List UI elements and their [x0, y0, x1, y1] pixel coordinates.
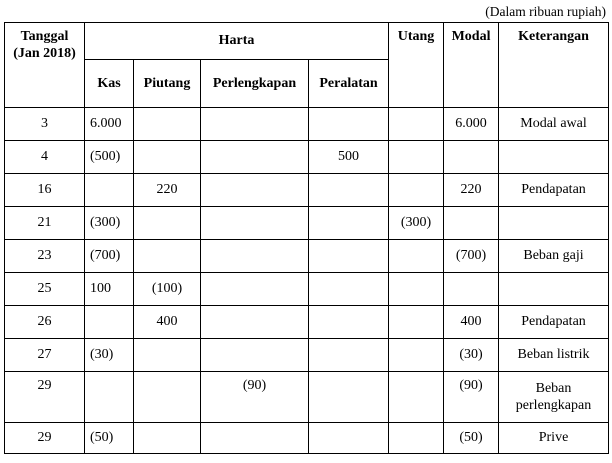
- cell-tanggal: 27: [5, 339, 85, 372]
- table-row: [5, 207, 609, 240]
- cell-piutang: 220: [134, 174, 201, 207]
- cell-peralatan: [309, 423, 389, 454]
- cell-peralatan: [309, 339, 389, 372]
- cell-piutang: [134, 207, 201, 240]
- cell-utang: (300): [389, 207, 444, 240]
- table-row: [5, 174, 609, 207]
- cell-perlengkapan: [201, 306, 309, 339]
- cell-kas: (50): [85, 423, 134, 454]
- cell-tanggal: 29: [5, 372, 85, 423]
- header-piutang: Piutang: [134, 60, 201, 108]
- cell-utang: [389, 240, 444, 273]
- cell-peralatan: [309, 273, 389, 306]
- cell-kas: 100: [85, 273, 134, 306]
- table-row: [5, 240, 609, 273]
- cell-kas: (30): [85, 339, 134, 372]
- cell-keterangan: Pendapatan: [499, 306, 609, 339]
- cell-piutang: [134, 339, 201, 372]
- cell-utang: [389, 339, 444, 372]
- cell-piutang: [134, 372, 201, 423]
- cell-kas: [85, 372, 134, 423]
- cell-tanggal: 21: [5, 207, 85, 240]
- cell-kas: [85, 306, 134, 339]
- cell-utang: [389, 108, 444, 141]
- cell-kas: (500): [85, 141, 134, 174]
- header-kas: Kas: [85, 60, 134, 108]
- cell-keterangan: [499, 141, 609, 174]
- header-utang: Utang: [389, 23, 444, 108]
- table-row: [5, 423, 609, 454]
- cell-keterangan: Prive: [499, 423, 609, 454]
- cell-modal: (50): [444, 423, 499, 454]
- cell-peralatan: [309, 174, 389, 207]
- cell-peralatan: [309, 207, 389, 240]
- cell-utang: [389, 372, 444, 423]
- cell-perlengkapan: [201, 273, 309, 306]
- cell-modal: 400: [444, 306, 499, 339]
- cell-tanggal: 29: [5, 423, 85, 454]
- cell-keterangan: Beban gaji: [499, 240, 609, 273]
- cell-kas: 6.000: [85, 108, 134, 141]
- cell-peralatan: [309, 240, 389, 273]
- cell-perlengkapan: [201, 240, 309, 273]
- cell-modal: 220: [444, 174, 499, 207]
- cell-keterangan: Beban listrik: [499, 339, 609, 372]
- cell-peralatan: [309, 108, 389, 141]
- cell-keterangan: Modal awal: [499, 108, 609, 141]
- cell-kas: (300): [85, 207, 134, 240]
- cell-perlengkapan: [201, 174, 309, 207]
- cell-peralatan: 500: [309, 141, 389, 174]
- cell-keterangan: [499, 207, 609, 240]
- cell-piutang: [134, 240, 201, 273]
- table-row: [5, 372, 609, 423]
- cell-modal: (90): [444, 372, 499, 423]
- cell-kas: (700): [85, 240, 134, 273]
- cell-tanggal: 25: [5, 273, 85, 306]
- cell-kas: [85, 174, 134, 207]
- cell-perlengkapan: [201, 339, 309, 372]
- cell-utang: [389, 174, 444, 207]
- cell-utang: [389, 306, 444, 339]
- table-row: [5, 306, 609, 339]
- cell-utang: [389, 273, 444, 306]
- cell-keterangan: Beban perlengkapan: [499, 372, 609, 423]
- cell-piutang: 400: [134, 306, 201, 339]
- cell-piutang: [134, 423, 201, 454]
- table-row: [5, 108, 609, 141]
- header-perlengkapan: Perlengkapan: [201, 60, 309, 108]
- cell-modal: [444, 273, 499, 306]
- unit-note: (Dalam ribuan rupiah): [485, 4, 606, 19]
- header-harta: Harta: [85, 23, 389, 60]
- cell-perlengkapan: (90): [201, 372, 309, 423]
- cell-modal: [444, 141, 499, 174]
- table-row: [5, 273, 609, 306]
- table-row: [5, 141, 609, 174]
- cell-utang: [389, 141, 444, 174]
- cell-peralatan: [309, 306, 389, 339]
- cell-piutang: [134, 141, 201, 174]
- cell-tanggal: 26: [5, 306, 85, 339]
- cell-tanggal: 4: [5, 141, 85, 174]
- header-tanggal: Tanggal (Jan 2018): [5, 23, 85, 108]
- cell-modal: [444, 207, 499, 240]
- header-peralatan: Peralatan: [309, 60, 389, 108]
- cell-perlengkapan: [201, 207, 309, 240]
- header-modal: Modal: [444, 23, 499, 108]
- cell-modal: (700): [444, 240, 499, 273]
- cell-tanggal: 16: [5, 174, 85, 207]
- cell-tanggal: 3: [5, 108, 85, 141]
- header-keterangan: Keterangan: [499, 23, 609, 108]
- transaction-table: [4, 22, 609, 454]
- cell-piutang: [134, 108, 201, 141]
- cell-keterangan: [499, 273, 609, 306]
- cell-perlengkapan: [201, 423, 309, 454]
- cell-modal: (30): [444, 339, 499, 372]
- cell-perlengkapan: [201, 108, 309, 141]
- cell-perlengkapan: [201, 141, 309, 174]
- table-row: [5, 339, 609, 372]
- cell-tanggal: 23: [5, 240, 85, 273]
- cell-modal: 6.000: [444, 108, 499, 141]
- cell-peralatan: [309, 372, 389, 423]
- cell-utang: [389, 423, 444, 454]
- cell-piutang: (100): [134, 273, 201, 306]
- cell-keterangan: Pendapatan: [499, 174, 609, 207]
